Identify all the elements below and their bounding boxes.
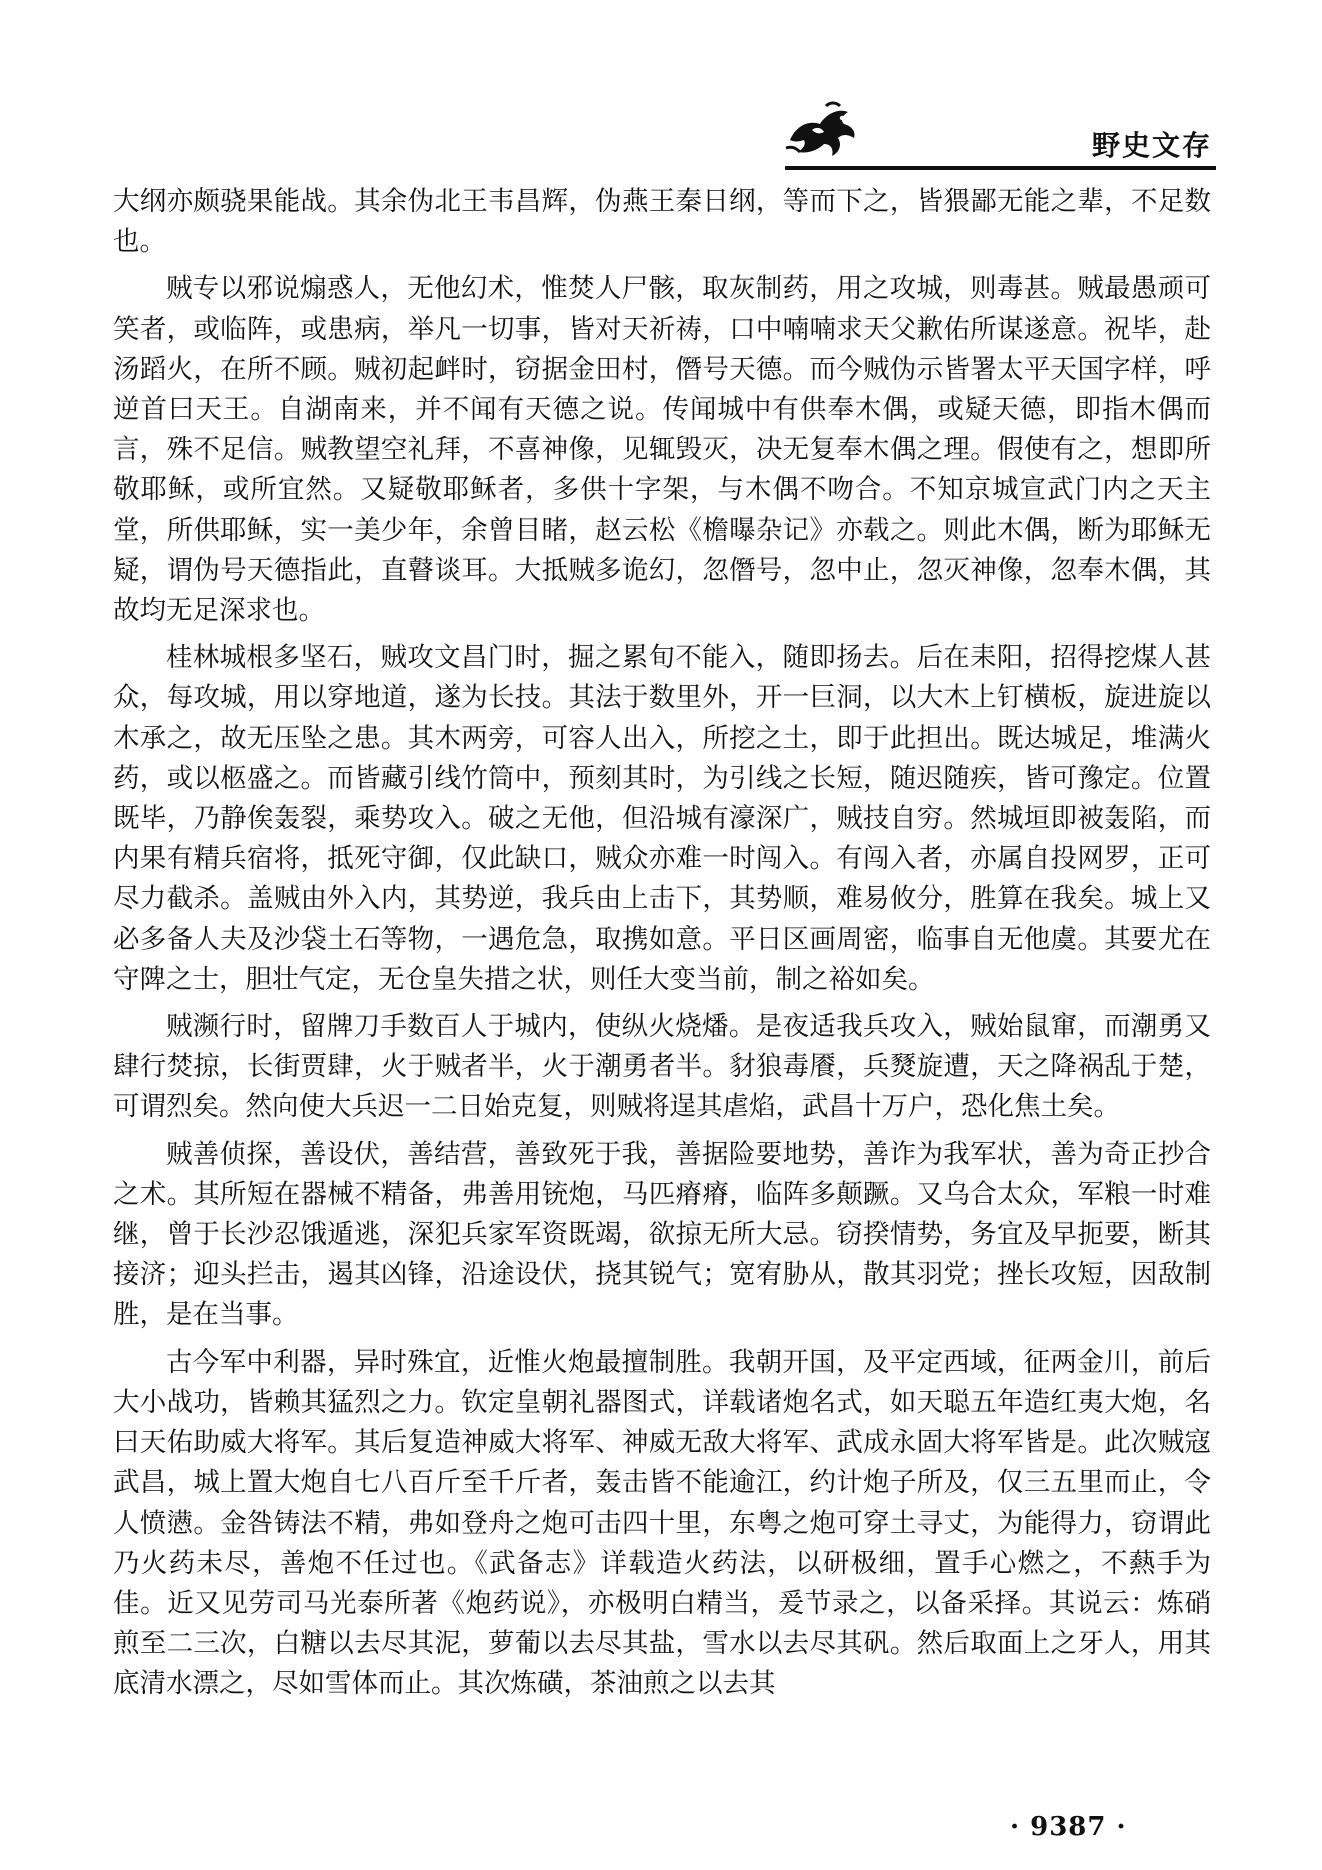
paragraph: 桂林城根多坚石，贼攻文昌门时，掘之累旬不能入，随即扬去。后在耒阳，招得挖煤人甚众，每攻城，用以穿地道，遂为长技。其法于数里外，开一巨洞，以大木上钉横板，旋进旋以木承之，故无压坠之患。其木两旁，可容人出入，所挖之土，即于此担出。既达城足，堆满火药，或以柩盛之。而皆藏引线竹筒中，预刻其时，为引线之长短，随迟随疾，皆可豫定。位置既毕，乃静俟轰裂，乘势攻入。破之无他，但沿城有濠深广，贼技自穷。然城垣即被轰陷，而内果有精兵宿将，抵死守御，仅此缺口，贼众亦难一时闯入。有闯入者，亦属自投网罗，正可尽力截杀。盖贼由外入内，其势逆，我兵由上击下，其势顺，难易攸分，胜算在我矣。城上又必多备人夫及沙袋土石等物，一遇危急，取携如意。平日区画周密，临事自无他虞。其要尤在守陴之士，胆壮气定，无仓皇失措之状，则任大变当前，制之裕如矣。 [113,642,1211,995]
paragraph: 大纲亦颇骁果能战。其余伪北王韦昌辉，伪燕王秦日纲，等而下之，皆猥鄙无能之辈，不足数也。 [113,186,1211,258]
header-rule [785,166,1216,170]
dragon-emblem-icon [782,96,860,162]
running-header [0,0,1322,170]
paragraph: 贼专以邪说煽惑人，无他幻术，惟焚人尸骸，取灰制药，用之攻城，则毒甚。贼最愚顽可笑者，或临阵，或患病，举凡一切事，皆对天祈祷，口中喃喃求天父歉佑所谋遂意。祝毕，赴汤蹈火，在所不顾。贼初起衅时，窃据金田村，僭号天德。而今贼伪示皆署太平天国字样，呼逆首曰天王。自湖南来，并不闻有天德之说。传闻城中有供奉木偶，或疑天德，即指木偶而言，殊不足信。贼教望空礼拜，不喜神像，见辄毁灭，决无复奉木偶之理。假使有之，想即所敬耶稣，或所宜然。又疑敬耶稣者，多供十字架，与木偶不吻合。不知京城宣武门内之天主堂，所供耶稣，实一美少年，余曾目睹，赵云松《檐曝杂记》亦载之。则此木偶，断为耶稣无疑，谓伪号天德指此，直瞽谈耳。大抵贼多诡幻，忽僭号，忽中止，忽灭神像，忽奉木偶，其故均无足深求也。 [113,273,1211,627]
paragraph: 贼濒行时，留牌刀手数百人于城内，使纵火烧燔。是夜适我兵攻入，贼始鼠窜，而潮勇又肆行焚掠，长街贾肆，火于贼者半，火于潮勇者半。豺狼毒餍，兵燹旋遭，天之降祸乱于楚，可谓烈矣。然向使大兵迟一二日始克复，则贼将逞其虐焰，武昌十万户，恐化焦土矣。 [113,1011,1211,1123]
paragraph: 古今军中利器，异时殊宜，近惟火炮最擅制胜。我朝开国，及平定西域，征两金川，前后大小战功，皆赖其猛烈之力。钦定皇朝礼器图式，详载诸炮名式，如天聪五年造红夷大炮，名曰天佑助威大将军。其后复造神威大将军、神威无敌大将军、武成永固大将军皆是。此次贼寇武昌，城上置大炮自七八百斤至千斤者，轰击皆不能逾江，约计炮子所及，仅三五里而止，令人愤懑。金咎铸法不精，弗如登舟之炮可击四十里，东粤之炮可穿土寻丈，为能得力，窃谓此乃火药未尽，善炮不任过也。《武备志》详载造火药法，以研极细，置手心燃之，不爇手为佳。近又见劳司马光泰所著《炮药说》，亦极明白精当，爰节录之，以备采择。其说云：炼硝煎至二三次，白糖以去尽其泥，萝葡以去尽其盐，雪水以去尽其矾。然后取面上之牙人，用其底清水漂之，尽如雪体而止。其次炼磺，茶油煎之以去其 [113,1346,1211,1700]
page-number: · 9387 · [1010,1812,1127,1842]
book-series-title: 野史文存 [1091,129,1212,162]
body-text [113,182,1211,1705]
paragraph: 贼善侦探，善设伏，善结营，善致死于我，善据险要地势，善诈为我军状，善为奇正抄合之术。其所短在器械不精备，弗善用铳炮，马匹瘠瘠，临阵多颠蹶。又乌合太众，军粮一时难继，曾于长沙忍饿遁逃，深犯兵家军资既竭，欲掠无所大忌。窃揆情势，务宜及早扼要，断其接济；迎头拦击，遏其凶锋，沿途设伏，挠其锐气；宽宥胁从，散其羽党；挫长攻短，因敌制胜，是在当事。 [113,1138,1211,1331]
